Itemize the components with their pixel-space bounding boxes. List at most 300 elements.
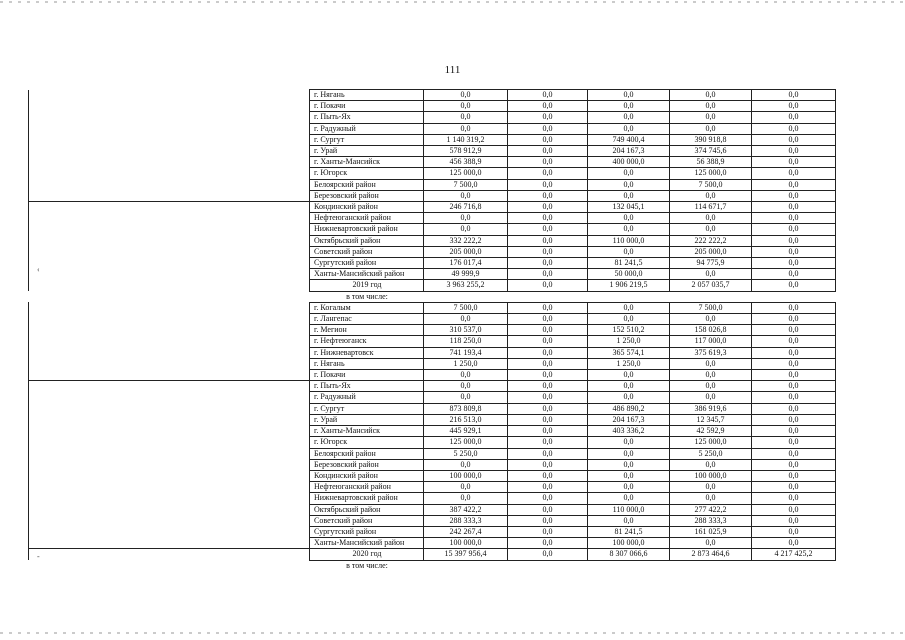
value-cell: 1 250,0 <box>424 358 508 369</box>
region-name-cell: в том числе: <box>346 560 388 570</box>
value-cell: 0,0 <box>670 459 752 470</box>
value-cell: 0,0 <box>752 258 836 269</box>
value-cell: 0,0 <box>508 358 588 369</box>
blank-column-cell <box>29 392 310 403</box>
value-cell: 0,0 <box>752 370 836 381</box>
value-cell: 445 929,1 <box>424 426 508 437</box>
value-cell <box>588 560 670 571</box>
region-name-cell: Белоярский район <box>310 179 424 190</box>
page-number: 111 <box>444 64 461 76</box>
region-name-cell: Нижневартовский район <box>310 224 424 235</box>
blank-column-cell <box>29 179 310 190</box>
value-cell: 100 000,0 <box>670 470 752 481</box>
value-cell: 0,0 <box>588 314 670 325</box>
value-cell: 0,0 <box>508 269 588 280</box>
blank-column-cell <box>29 314 310 325</box>
value-cell: 0,0 <box>670 101 752 112</box>
region-name-cell: г. Югорск <box>310 437 424 448</box>
region-name-cell: г. Ханты-Мансийск <box>310 157 424 168</box>
value-cell: 0,0 <box>752 538 836 549</box>
value-cell: 0,0 <box>752 168 836 179</box>
value-cell: 12 345,7 <box>670 414 752 425</box>
region-name-cell: г. Радужный <box>310 123 424 134</box>
blank-column-cell <box>29 258 310 269</box>
margin-mark: - <box>37 552 40 561</box>
value-cell: 0,0 <box>508 202 588 213</box>
value-cell: 0,0 <box>508 482 588 493</box>
value-cell: 205 000,0 <box>424 246 508 257</box>
value-cell: 7 500,0 <box>424 302 508 313</box>
blank-column-cell <box>29 134 310 145</box>
table-row <box>29 325 836 336</box>
value-cell: 0,0 <box>670 224 752 235</box>
blank-column-cell <box>29 90 310 101</box>
value-cell: 0,0 <box>588 470 670 481</box>
region-name-cell: г. Сургут <box>310 134 424 145</box>
blank-column-cell <box>29 146 310 157</box>
value-cell: 0,0 <box>670 269 752 280</box>
value-cell: 0,0 <box>752 459 836 470</box>
value-cell: 2 057 035,7 <box>670 280 752 291</box>
blank-column-cell <box>29 280 310 291</box>
region-name-cell: Сургутский район <box>310 258 424 269</box>
value-cell: 400 000,0 <box>588 157 670 168</box>
region-name-cell: Октябрьский район <box>310 504 424 515</box>
table-row <box>29 549 836 560</box>
blank-column-cell <box>29 224 310 235</box>
value-cell: 486 890,2 <box>588 403 670 414</box>
value-cell: 1 906 219,5 <box>588 280 670 291</box>
region-name-cell: г. Нягань <box>310 358 424 369</box>
value-cell: 0,0 <box>508 549 588 560</box>
margin-mark: ‹ <box>37 265 40 274</box>
value-cell: 117 000,0 <box>670 336 752 347</box>
table-row <box>29 482 836 493</box>
value-cell: 0,0 <box>670 90 752 101</box>
value-cell: 0,0 <box>508 392 588 403</box>
value-cell: 0,0 <box>752 358 836 369</box>
blank-column-cell <box>29 370 310 381</box>
value-cell: 0,0 <box>508 179 588 190</box>
value-cell: 132 045,1 <box>588 202 670 213</box>
value-cell: 332 222,2 <box>424 235 508 246</box>
value-cell: 0,0 <box>508 448 588 459</box>
value-cell: 0,0 <box>752 347 836 358</box>
value-cell: 0,0 <box>752 123 836 134</box>
value-cell: 0,0 <box>424 123 508 134</box>
value-cell: 0,0 <box>588 448 670 459</box>
value-cell: 0,0 <box>752 493 836 504</box>
value-cell: 204 167,3 <box>588 414 670 425</box>
value-cell: 110 000,0 <box>588 504 670 515</box>
value-cell: 0,0 <box>588 493 670 504</box>
value-cell: 100 000,0 <box>424 538 508 549</box>
value-cell: 0,0 <box>588 101 670 112</box>
table-row <box>29 246 836 257</box>
value-cell: 0,0 <box>670 358 752 369</box>
value-cell: 0,0 <box>670 493 752 504</box>
value-cell: 0,0 <box>508 381 588 392</box>
table-row <box>29 157 836 168</box>
region-name-cell: Нефтеюганский район <box>310 213 424 224</box>
value-cell <box>752 291 836 302</box>
table-row <box>29 504 836 515</box>
value-cell: 0,0 <box>670 213 752 224</box>
value-cell: 0,0 <box>752 314 836 325</box>
table-row <box>29 269 836 280</box>
value-cell <box>670 560 752 571</box>
region-name-cell: Белоярский район <box>310 448 424 459</box>
table-row <box>29 538 836 549</box>
value-cell: 125 000,0 <box>424 437 508 448</box>
value-cell: 0,0 <box>752 235 836 246</box>
value-cell: 100 000,0 <box>588 538 670 549</box>
value-cell: 0,0 <box>508 123 588 134</box>
value-cell: 390 918,8 <box>670 134 752 145</box>
value-cell: 216 513,0 <box>424 414 508 425</box>
value-cell: 0,0 <box>508 190 588 201</box>
value-cell: 0,0 <box>588 190 670 201</box>
region-name-cell: Советский район <box>310 515 424 526</box>
value-cell: 0,0 <box>424 392 508 403</box>
value-cell <box>670 291 752 302</box>
value-cell: 81 241,5 <box>588 258 670 269</box>
blank-column-cell <box>29 358 310 369</box>
value-cell: 0,0 <box>752 157 836 168</box>
region-name-cell: г. Радужный <box>310 392 424 403</box>
value-cell: 0,0 <box>588 179 670 190</box>
table-row <box>29 560 836 571</box>
table-row <box>29 358 836 369</box>
value-cell: 7 500,0 <box>424 179 508 190</box>
value-cell: 0,0 <box>508 168 588 179</box>
value-cell: 0,0 <box>508 437 588 448</box>
value-cell: 1 140 319,2 <box>424 134 508 145</box>
value-cell <box>424 560 508 571</box>
table-row <box>29 392 836 403</box>
blank-column-cell <box>29 246 310 257</box>
region-name-cell: г. Лангепас <box>310 314 424 325</box>
value-cell: 0,0 <box>588 437 670 448</box>
table-row <box>29 515 836 526</box>
value-cell: 0,0 <box>508 538 588 549</box>
value-cell: 0,0 <box>424 314 508 325</box>
value-cell: 0,0 <box>508 347 588 358</box>
region-name-cell: г. Покачи <box>310 370 424 381</box>
value-cell: 56 388,9 <box>670 157 752 168</box>
value-cell: 246 716,8 <box>424 202 508 213</box>
value-cell: 152 510,2 <box>588 325 670 336</box>
value-cell: 5 250,0 <box>670 448 752 459</box>
value-cell: 0,0 <box>752 515 836 526</box>
table-row <box>29 190 836 201</box>
region-name-cell: Березовский район <box>310 190 424 201</box>
table-row <box>29 179 836 190</box>
blank-column-cell <box>29 515 310 526</box>
blank-column-cell <box>29 504 310 515</box>
value-cell: 0,0 <box>588 482 670 493</box>
table-row <box>29 101 836 112</box>
value-cell: 0,0 <box>752 280 836 291</box>
value-cell <box>752 560 836 571</box>
region-name-cell: г. Пыть-Ях <box>310 381 424 392</box>
region-name-cell: г. Покачи <box>310 101 424 112</box>
value-cell: 0,0 <box>424 224 508 235</box>
value-cell: 0,0 <box>752 336 836 347</box>
blank-column-cell <box>29 269 310 280</box>
value-cell: 0,0 <box>670 370 752 381</box>
blank-column-cell <box>29 493 310 504</box>
region-name-cell: г. Югорск <box>310 168 424 179</box>
region-name-cell: г. Ханты-Мансийск <box>310 426 424 437</box>
blank-column-cell <box>29 190 310 201</box>
value-cell: 0,0 <box>752 224 836 235</box>
value-cell: 386 919,6 <box>670 403 752 414</box>
region-name-cell: г. Урай <box>310 414 424 425</box>
value-cell: 387 422,2 <box>424 504 508 515</box>
region-name-cell: Сургутский район <box>310 526 424 537</box>
region-name-cell: Березовский район <box>310 459 424 470</box>
value-cell: 0,0 <box>508 235 588 246</box>
value-cell: 0,0 <box>588 515 670 526</box>
scan-top-edge <box>0 1 905 3</box>
table-row <box>29 448 836 459</box>
region-name-cell: г. Нягань <box>310 90 424 101</box>
value-cell: 0,0 <box>508 258 588 269</box>
value-cell: 0,0 <box>424 112 508 123</box>
table-row <box>29 347 836 358</box>
value-cell: 0,0 <box>508 526 588 537</box>
value-cell: 0,0 <box>588 123 670 134</box>
value-cell: 0,0 <box>588 246 670 257</box>
value-cell: 204 167,3 <box>588 146 670 157</box>
blank-column-cell <box>29 235 310 246</box>
value-cell: 1 250,0 <box>588 358 670 369</box>
value-cell: 0,0 <box>424 381 508 392</box>
table-row <box>29 370 836 381</box>
region-name-cell: г. Нефтеюганск <box>310 336 424 347</box>
value-cell: 3 963 255,2 <box>424 280 508 291</box>
value-cell: 0,0 <box>752 381 836 392</box>
table-row <box>29 302 836 313</box>
value-cell: 0,0 <box>508 224 588 235</box>
table-row <box>29 146 836 157</box>
value-cell: 578 912,9 <box>424 146 508 157</box>
blank-column-cell <box>29 448 310 459</box>
table-row <box>29 314 836 325</box>
value-cell: 0,0 <box>508 426 588 437</box>
region-name-cell: г. Урай <box>310 146 424 157</box>
value-cell: 0,0 <box>508 157 588 168</box>
value-cell: 0,0 <box>508 112 588 123</box>
table-row <box>29 526 836 537</box>
value-cell: 0,0 <box>752 437 836 448</box>
value-cell: 0,0 <box>752 448 836 459</box>
value-cell: 0,0 <box>588 90 670 101</box>
value-cell: 1 250,0 <box>588 336 670 347</box>
value-cell: 0,0 <box>424 370 508 381</box>
value-cell: 7 500,0 <box>670 302 752 313</box>
value-cell: 222 222,2 <box>670 235 752 246</box>
table-row <box>29 123 836 134</box>
region-name-cell: г. Пыть-Ях <box>310 112 424 123</box>
value-cell: 50 000,0 <box>588 269 670 280</box>
value-cell: 125 000,0 <box>670 437 752 448</box>
value-cell: 0,0 <box>588 392 670 403</box>
blank-column-cell <box>29 101 310 112</box>
value-cell: 375 619,3 <box>670 347 752 358</box>
value-cell: 0,0 <box>752 325 836 336</box>
value-cell: 0,0 <box>752 482 836 493</box>
table-row <box>29 470 836 481</box>
value-cell: 0,0 <box>752 179 836 190</box>
region-name-cell: Кондинский район <box>310 470 424 481</box>
blank-column-cell <box>29 437 310 448</box>
value-cell: 0,0 <box>752 302 836 313</box>
value-cell: 456 388,9 <box>424 157 508 168</box>
value-cell: 0,0 <box>588 381 670 392</box>
value-cell: 0,0 <box>588 224 670 235</box>
blank-column-cell <box>29 403 310 414</box>
value-cell: 0,0 <box>752 190 836 201</box>
value-cell: 0,0 <box>670 392 752 403</box>
value-cell: 0,0 <box>424 459 508 470</box>
table-row <box>29 381 836 392</box>
value-cell: 4 217 425,2 <box>752 549 836 560</box>
value-cell: 0,0 <box>508 325 588 336</box>
table-row <box>29 235 836 246</box>
value-cell: 0,0 <box>424 190 508 201</box>
blank-column-cell <box>29 459 310 470</box>
table-row <box>29 459 836 470</box>
region-name-cell: Ханты-Мансийский район <box>310 269 424 280</box>
region-name-cell: Нефтеюганский район <box>310 482 424 493</box>
table-row <box>29 112 836 123</box>
value-cell: 0,0 <box>752 90 836 101</box>
value-cell: 100 000,0 <box>424 470 508 481</box>
region-name-cell: г. Когалым <box>310 302 424 313</box>
value-cell: 0,0 <box>752 213 836 224</box>
value-cell: 0,0 <box>508 504 588 515</box>
value-cell: 7 500,0 <box>670 179 752 190</box>
table-row <box>29 414 836 425</box>
value-cell: 42 592,9 <box>670 426 752 437</box>
table-body <box>29 90 836 571</box>
value-cell: 0,0 <box>424 101 508 112</box>
value-cell: 0,0 <box>752 470 836 481</box>
table-row <box>29 168 836 179</box>
blank-column-cell <box>29 157 310 168</box>
table-row <box>29 224 836 235</box>
blank-column-cell <box>29 291 310 302</box>
table-row <box>29 437 836 448</box>
value-cell: 403 336,2 <box>588 426 670 437</box>
region-name-cell: Октябрьский район <box>310 235 424 246</box>
value-cell: 0,0 <box>508 302 588 313</box>
value-cell: 0,0 <box>508 146 588 157</box>
value-cell: 161 025,9 <box>670 526 752 537</box>
value-cell: 0,0 <box>752 134 836 145</box>
blank-column-cell <box>29 336 310 347</box>
region-name-cell: 2020 год <box>310 549 424 560</box>
blank-column-cell <box>29 560 310 571</box>
value-cell: 0,0 <box>752 146 836 157</box>
scan-bottom-edge <box>0 632 905 634</box>
value-cell: 0,0 <box>670 112 752 123</box>
funding-table <box>28 89 836 571</box>
value-cell: 0,0 <box>508 403 588 414</box>
value-cell: 0,0 <box>752 403 836 414</box>
value-cell: 2 873 464,6 <box>670 549 752 560</box>
table-row <box>29 280 836 291</box>
value-cell: 0,0 <box>508 336 588 347</box>
blank-column-cell <box>29 482 310 493</box>
table-row <box>29 336 836 347</box>
region-name-cell: г. Нижневартовск <box>310 347 424 358</box>
value-cell: 0,0 <box>508 134 588 145</box>
value-cell: 749 400,4 <box>588 134 670 145</box>
value-cell: 118 250,0 <box>424 336 508 347</box>
region-name-cell: Нижневартовский район <box>310 493 424 504</box>
value-cell: 94 775,9 <box>670 258 752 269</box>
value-cell <box>508 291 588 302</box>
blank-column-cell <box>29 168 310 179</box>
value-cell: 310 537,0 <box>424 325 508 336</box>
value-cell: 0,0 <box>752 504 836 515</box>
blank-column-cell <box>29 325 310 336</box>
value-cell: 0,0 <box>670 123 752 134</box>
value-cell <box>508 560 588 571</box>
value-cell: 741 193,4 <box>424 347 508 358</box>
region-name-cell: 2019 год <box>310 280 424 291</box>
blank-column-cell <box>29 123 310 134</box>
blank-column-cell <box>29 112 310 123</box>
value-cell: 0,0 <box>588 213 670 224</box>
value-cell: 125 000,0 <box>670 168 752 179</box>
value-cell: 0,0 <box>508 459 588 470</box>
value-cell: 0,0 <box>752 269 836 280</box>
value-cell: 0,0 <box>670 381 752 392</box>
region-name-cell: Ханты-Мансийский район <box>310 538 424 549</box>
blank-column-cell <box>29 202 310 213</box>
value-cell: 288 333,3 <box>424 515 508 526</box>
value-cell: 0,0 <box>752 202 836 213</box>
blank-column-cell <box>29 470 310 481</box>
value-cell: 176 017,4 <box>424 258 508 269</box>
value-cell: 0,0 <box>508 515 588 526</box>
blank-column-cell <box>29 549 310 560</box>
value-cell: 125 000,0 <box>424 168 508 179</box>
region-name-cell: г. Мегион <box>310 325 424 336</box>
value-cell: 0,0 <box>588 112 670 123</box>
value-cell: 0,0 <box>508 246 588 257</box>
value-cell: 0,0 <box>752 392 836 403</box>
value-cell: 0,0 <box>588 168 670 179</box>
value-cell: 873 809,8 <box>424 403 508 414</box>
table-row <box>29 213 836 224</box>
table-row <box>29 258 836 269</box>
value-cell: 0,0 <box>424 213 508 224</box>
region-name-cell: в том числе: <box>346 291 388 301</box>
value-cell: 205 000,0 <box>670 246 752 257</box>
blank-column-cell <box>29 381 310 392</box>
value-cell: 15 397 956,4 <box>424 549 508 560</box>
value-cell: 0,0 <box>508 493 588 504</box>
value-cell: 158 026,8 <box>670 325 752 336</box>
value-cell: 0,0 <box>752 112 836 123</box>
blank-column-cell <box>29 538 310 549</box>
blank-column-cell <box>29 414 310 425</box>
